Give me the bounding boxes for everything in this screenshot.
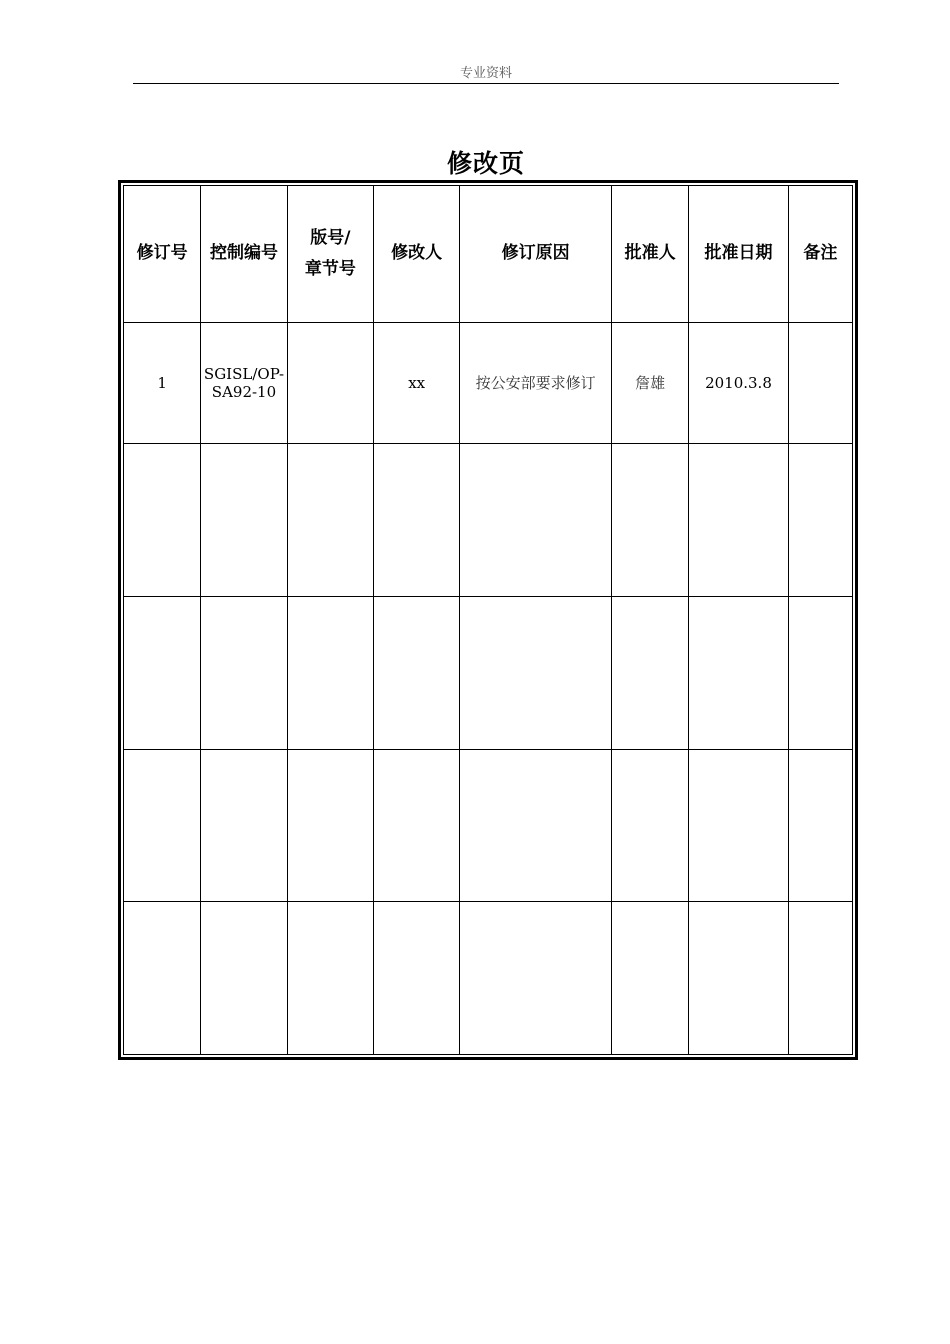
column-header-remarks: 备注 <box>788 186 852 323</box>
empty-cell <box>689 902 788 1055</box>
cell-remarks <box>788 322 852 444</box>
revision-table <box>123 185 853 1055</box>
empty-cell <box>124 444 201 597</box>
empty-cell <box>374 902 460 1055</box>
empty-cell <box>788 902 852 1055</box>
revision-table-frame <box>118 180 858 1060</box>
empty-cell <box>689 444 788 597</box>
empty-cell <box>689 596 788 749</box>
empty-cell <box>374 596 460 749</box>
empty-cell <box>611 444 688 597</box>
column-header-reason: 修订原因 <box>460 186 612 323</box>
empty-cell <box>201 596 287 749</box>
empty-cell <box>374 749 460 902</box>
cell-approver: 詹雄 <box>611 322 688 444</box>
empty-cell <box>611 749 688 902</box>
table-row <box>124 322 853 444</box>
column-header-approval-date: 批准日期 <box>689 186 788 323</box>
empty-cell <box>287 749 373 902</box>
empty-cell <box>611 596 688 749</box>
empty-cell <box>201 444 287 597</box>
table-header-row <box>124 186 853 323</box>
empty-cell <box>287 902 373 1055</box>
column-header-line: 章节号 <box>304 258 356 279</box>
empty-cell <box>460 596 612 749</box>
empty-cell <box>460 749 612 902</box>
control-no-line: SGISL/OP- <box>203 364 285 383</box>
empty-cell <box>460 444 612 597</box>
page-title: 修改页 <box>446 149 525 178</box>
column-header-approver: 批准人 <box>611 186 688 323</box>
table-row <box>124 902 853 1055</box>
table-row <box>124 749 853 902</box>
empty-cell <box>124 596 201 749</box>
cell-modifier: xx <box>374 322 460 444</box>
empty-cell <box>788 596 852 749</box>
table-row <box>124 444 853 597</box>
table-row <box>124 596 853 749</box>
empty-cell <box>460 902 612 1055</box>
cell-approval-date: 2010.3.8 <box>689 322 788 444</box>
empty-cell <box>689 749 788 902</box>
column-header-modifier: 修改人 <box>374 186 460 323</box>
column-header-revision-no: 修订号 <box>124 186 201 323</box>
empty-cell <box>287 444 373 597</box>
cell-reason: 按公安部要求修订 <box>460 322 612 444</box>
empty-cell <box>611 902 688 1055</box>
column-header-version-chapter <box>287 186 373 323</box>
column-header-line: 版号/ <box>310 227 351 248</box>
column-header-control-no: 控制编号 <box>201 186 287 323</box>
empty-cell <box>124 749 201 902</box>
empty-cell <box>201 749 287 902</box>
empty-cell <box>788 444 852 597</box>
header-divider <box>133 83 839 84</box>
empty-cell <box>287 596 373 749</box>
control-no-line: SA92-10 <box>211 382 277 401</box>
empty-cell <box>124 902 201 1055</box>
empty-cell <box>788 749 852 902</box>
cell-control-no <box>201 322 287 444</box>
empty-cell <box>201 902 287 1055</box>
empty-cell <box>374 444 460 597</box>
cell-version-chapter <box>287 322 373 444</box>
running-header: 专业资料 <box>459 66 512 81</box>
cell-revision-no: 1 <box>124 322 201 444</box>
